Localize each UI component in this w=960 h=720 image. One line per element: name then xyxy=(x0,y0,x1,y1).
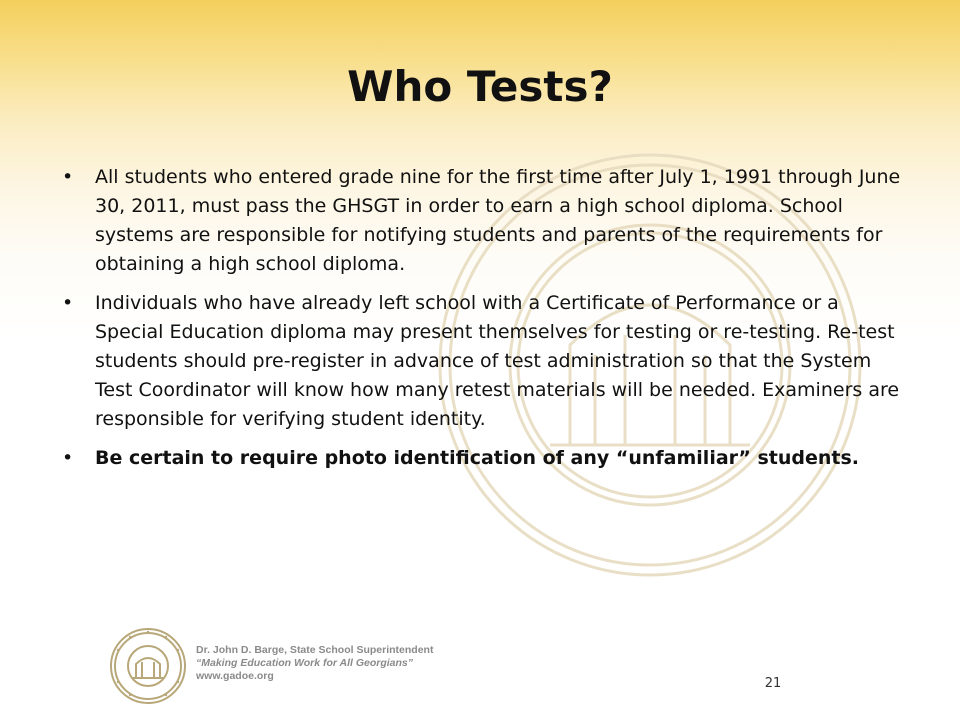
bullet-dot: • xyxy=(62,166,74,188)
slide-title: Who Tests? xyxy=(347,62,613,111)
bullet-dot: • xyxy=(62,292,74,314)
page-number: 21 xyxy=(764,676,782,691)
bullet-text: Individuals who have already left school with a Certificate of Performance or a Special Education diploma may present themselves for testing or re-testing. Re-test students should pre-register in advance of test administration so that the System Test Coordinator will know how many retest materials will be needed. Examiners are responsible for verifying student identity. xyxy=(95,292,900,430)
bullet-list xyxy=(60,163,910,483)
footer-text-block xyxy=(196,644,476,683)
bullet-item xyxy=(60,163,910,279)
footer-slogan: “Making Education Work for All Georgians” xyxy=(196,657,414,669)
footer-superintendent: Dr. John D. Barge, State School Superintendent xyxy=(196,644,434,656)
bullet-dot: • xyxy=(62,447,74,469)
bullet-text: All students who entered grade nine for the first time after July 1, 1991 through June 30, 2011, must pass the GHSGT in order to earn a high school diploma. School systems are responsible for notifying students and parents of the requirements for obtaining a high school diploma. xyxy=(95,166,901,275)
bullet-text: Be certain to require photo identification of any “unfamiliar” students. xyxy=(95,447,860,469)
bullet-item xyxy=(60,289,910,434)
department-of-education-seal-icon xyxy=(108,626,188,706)
footer-website: www.gadoe.org xyxy=(196,670,274,682)
bullet-item-emphasis xyxy=(60,444,910,473)
